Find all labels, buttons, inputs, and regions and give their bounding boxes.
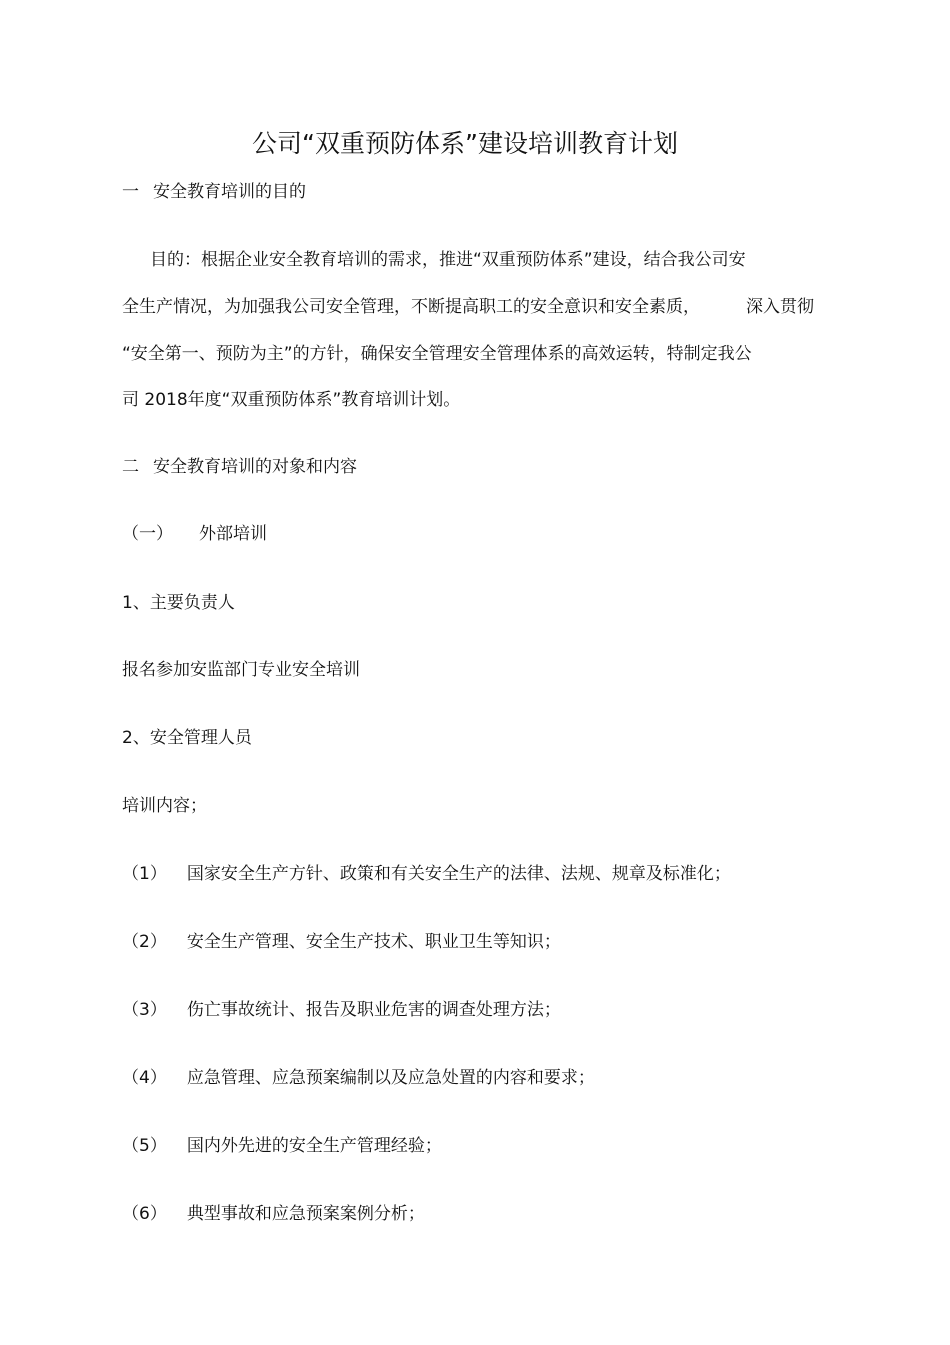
- section-number: 二: [122, 457, 139, 477]
- paragraph-text: 深入贯彻: [746, 297, 814, 317]
- list-item: [122, 862, 731, 886]
- paragraph-line: “安全第一、预防为主”的方针，确保安全管理安全管理体系的高效运转，特制定我公: [122, 344, 752, 364]
- subsection-heading-text: 外部培训: [199, 524, 267, 544]
- item-heading: 2、安全管理人员: [122, 728, 252, 748]
- item-text: 报名参加安监部门专业安全培训: [122, 660, 360, 680]
- list-item: [122, 1134, 442, 1158]
- section-heading-text: 安全教育培训的目的: [153, 182, 306, 202]
- paragraph-line: 目的：根据企业安全教育培训的需求，推进“双重预防体系”建设，结合我公司安: [150, 250, 746, 270]
- subsection-heading: [122, 522, 267, 546]
- list-item: [122, 1066, 595, 1090]
- paragraph-text: 全生产情况，为加强我公司安全管理，不断提高职工的安全意识和安全素质，: [122, 297, 700, 317]
- list-item: [122, 998, 561, 1022]
- section-heading-1: [122, 180, 306, 204]
- list-item-text: 国家安全生产方针、政策和有关安全生产的法律、法规、规章及标准化；: [186, 864, 731, 884]
- list-item: [122, 1202, 425, 1226]
- section-heading-2: [122, 455, 357, 479]
- section-heading-text: 安全教育培训的对象和内容: [153, 457, 357, 477]
- paragraph-line: 司 2018年度“双重预防体系”教育培训计划。: [122, 390, 461, 410]
- list-item-number: （4）: [122, 1068, 167, 1088]
- list-item-number: （1）: [122, 864, 167, 884]
- list-item-number: （6）: [122, 1204, 167, 1224]
- list-item-number: （5）: [122, 1136, 167, 1156]
- list-item-number: （2）: [122, 932, 167, 952]
- list-item-text: 应急管理、应急预案编制以及应急处置的内容和要求；: [186, 1068, 595, 1088]
- document-title: 公司“双重预防体系”建设培训教育计划: [252, 129, 678, 158]
- list-item-text: 典型事故和应急预案案例分析；: [186, 1204, 425, 1224]
- list-item: [122, 930, 561, 954]
- section-number: 一: [122, 182, 139, 202]
- list-item-text: 安全生产管理、安全生产技术、职业卫生等知识；: [186, 932, 561, 952]
- paragraph-line: [122, 295, 814, 319]
- subsection-number: （一）: [122, 524, 173, 544]
- list-item-text: 国内外先进的安全生产管理经验；: [186, 1136, 442, 1156]
- item-text: 培训内容；: [122, 796, 207, 816]
- list-item-number: （3）: [122, 1000, 167, 1020]
- item-heading: 1、主要负责人: [122, 593, 235, 613]
- list-item-text: 伤亡事故统计、报告及职业危害的调查处理方法；: [186, 1000, 561, 1020]
